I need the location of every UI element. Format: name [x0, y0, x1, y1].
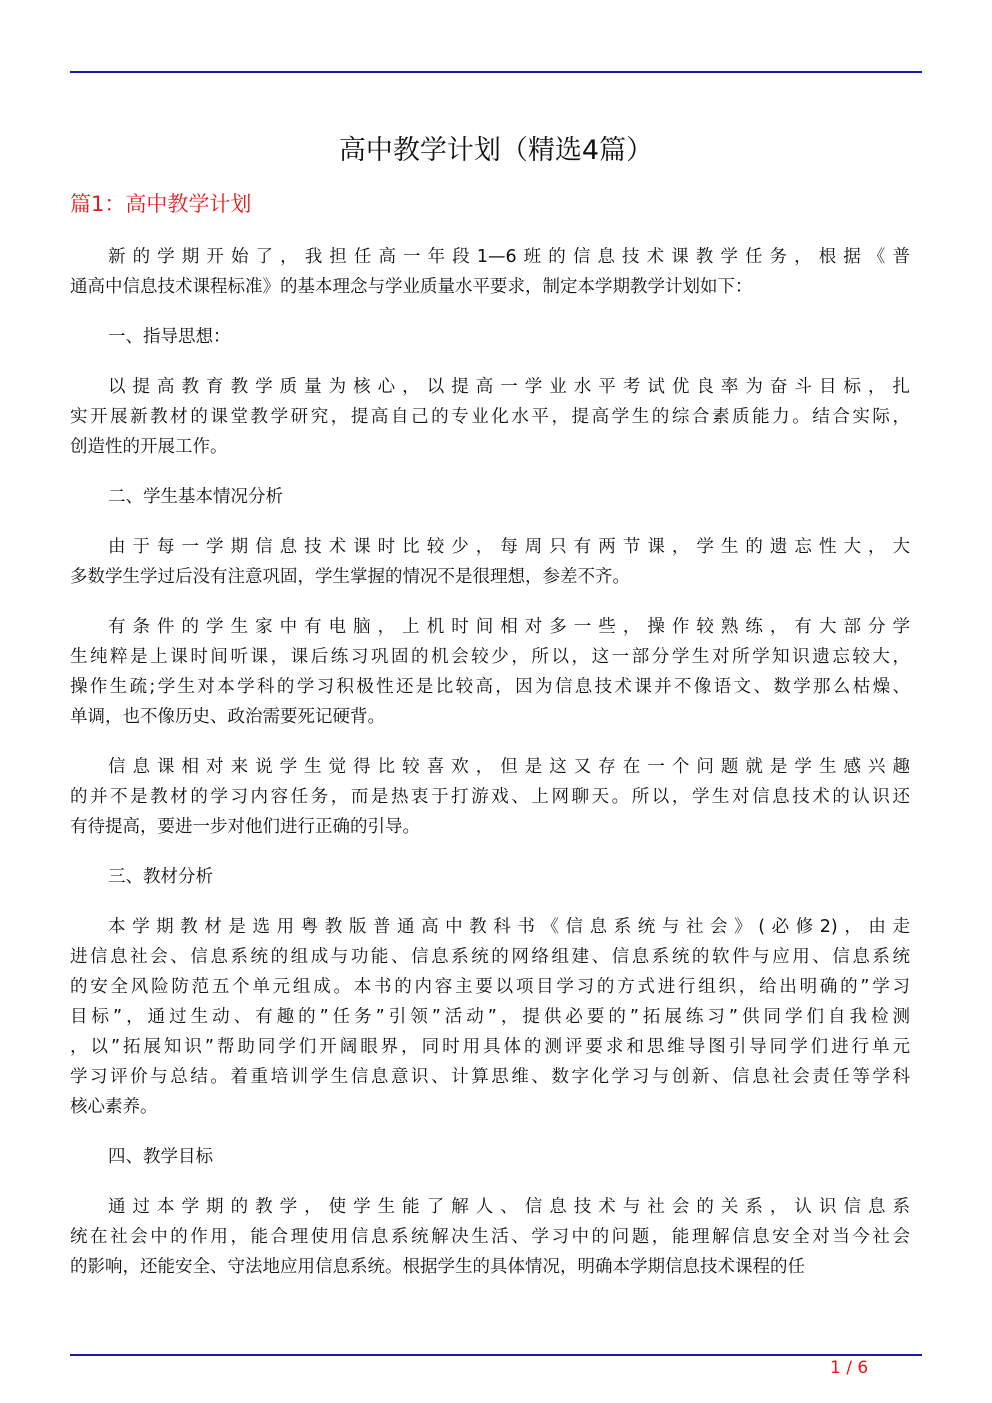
paragraph [70, 372, 910, 462]
text-line: 以提高教育教学质量为核心，以提高一学业水平考试优良率为奋斗目标，扎 [108, 377, 910, 397]
text-line: 三、教材分析 [108, 867, 213, 887]
subheading [70, 1142, 910, 1172]
document-body [70, 188, 910, 1302]
text-line: 由于每一学期信息技术课时比较少，每周只有两节课，学生的遗忘性大，大 [108, 537, 910, 557]
text-line: 本学期教材是选用粤教版普通高中教科书《信息系统与社会》(必修2)，由走 [108, 917, 910, 937]
text-line: 单调，也不像历史、政治需要死记硬背。 [70, 707, 385, 727]
text-line: 生纯粹是上课时间听课，课后练习巩固的机会较少，所以，这一部分学生对所学知识遗忘较大， [70, 647, 910, 667]
section-heading: 篇1：高中教学计划 [70, 192, 252, 216]
text-line: 四、教学目标 [108, 1147, 213, 1167]
text-line: 新的学期开始了，我担任高一年段1—6班的信息技术课教学任务，根据《普 [108, 247, 910, 267]
text-line: 统在社会中的作用，能合理使用信息系统解决生活、学习中的问题，能理解信息安全对当今社会 [70, 1227, 910, 1247]
text-line: 信息课相对来说学生觉得比较喜欢，但是这又存在一个问题就是学生感兴趣 [108, 757, 910, 777]
text-line: 的影响，还能安全、守法地应用信息系统。根据学生的具体情况，明确本学期信息技术课程的任 [70, 1257, 805, 1277]
text-line: 创造性的开展工作。 [70, 437, 228, 457]
text-line: 二、学生基本情况分析 [108, 487, 283, 507]
paragraph [70, 612, 910, 732]
paragraph [70, 242, 910, 302]
text-line: 目标”，通过生动、有趣的”任务”引领”活动”，提供必要的”拓展练习”供同学们自我检测 [70, 1007, 910, 1027]
footer-rule [70, 1354, 922, 1356]
text-line: 的并不是教材的学习内容任务，而是热衷于打游戏、上网聊天。所以，学生对信息技术的认识还 [70, 787, 910, 807]
paragraph [70, 532, 910, 592]
paragraph [70, 1192, 910, 1282]
text-line: 有待提高，要进一步对他们进行正确的引导。 [70, 817, 420, 837]
text-line: 通高中信息技术课程标准》的基本理念与学业质量水平要求，制定本学期教学计划如下： [70, 277, 753, 297]
text-line: 有条件的学生家中有电脑，上机时间相对多一些，操作较熟练，有大部分学 [108, 617, 910, 637]
text-line: 进信息社会、信息系统的组成与功能、信息系统的网络组建、信息系统的软件与应用、信息系统 [70, 947, 910, 967]
text-line: 通过本学期的教学，使学生能了解人、信息技术与社会的关系，认识信息系 [108, 1197, 910, 1217]
text-line: 多数学生学过后没有注意巩固，学生掌握的情况不是很理想，参差不齐。 [70, 567, 630, 587]
text-line: 核心素养。 [70, 1097, 158, 1117]
document-title: 高中教学计划（精选4篇） [338, 135, 654, 166]
text-line: 的安全风险防范五个单元组成。本书的内容主要以项目学习的方式进行组织，给出明确的”学习 [70, 977, 910, 997]
subheading [70, 862, 910, 892]
header-rule [70, 71, 922, 73]
page-number: 1 / 6 [830, 1358, 869, 1378]
subheading [70, 482, 910, 512]
subheading [70, 322, 910, 352]
text-line: 实开展新教材的课堂教学研究，提高自己的专业化水平，提高学生的综合素质能力。结合实际， [70, 407, 910, 427]
paragraph [70, 912, 910, 1122]
text-line: 一、指导思想： [108, 327, 231, 347]
paragraph [70, 752, 910, 842]
text-line: 操作生疏;学生对本学科的学习积极性还是比较高，因为信息技术课并不像语文、数学那么枯燥、 [70, 677, 910, 697]
text-line: 学习评价与总结。着重培训学生信息意识、计算思维、数字化学习与创新、信息社会责任等学科 [70, 1067, 910, 1087]
text-line: ，以”拓展知识”帮助同学们开阔眼界，同时用具体的测评要求和思维导图引导同学们进行单元 [70, 1037, 910, 1057]
